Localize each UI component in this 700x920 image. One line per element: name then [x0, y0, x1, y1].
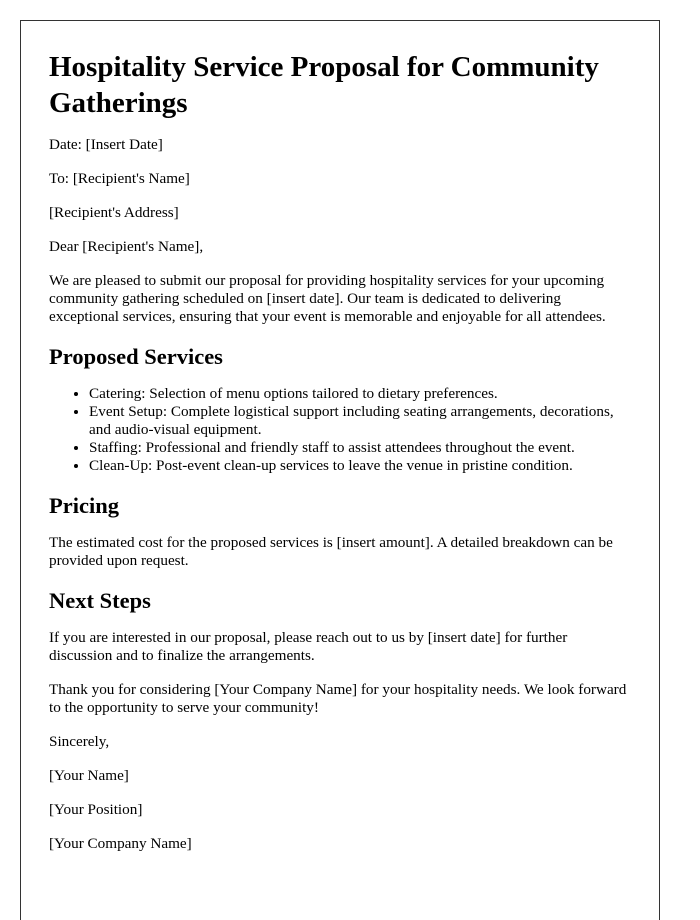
sender-position: [Your Position]	[49, 801, 143, 818]
service-item-catering: • Catering: Selection of menu options tailored to dietary preferences.	[89, 385, 631, 403]
service-item-clean-up: • Clean-Up: Post-event clean-up services to leave the venue in pristine condition.	[89, 457, 631, 475]
sender-name: [Your Name]	[49, 767, 129, 784]
salutation: Dear [Recipient's Name],	[49, 238, 204, 255]
letter-page	[20, 20, 660, 920]
services-list	[49, 385, 631, 475]
next-steps-paragraph: If you are interested in our proposal, please reach out to us by [insert date] for further discussion and to finalize the arrangements.	[49, 629, 568, 664]
service-item-event-setup: • Event Setup: Complete logistical support including seating arrangements, decorations, and audio-visual equipment.	[89, 403, 631, 439]
closing-line: Sincerely,	[49, 733, 110, 750]
pricing-heading: Pricing	[49, 493, 119, 518]
services-heading: Proposed Services	[49, 344, 223, 369]
intro-paragraph: We are pleased to submit our proposal for providing hospitality services for your upcoming community gathering scheduled on [insert date]. Our team is dedicated to delivering exceptional services, ensuring that your event is memorable and enjoyable for all attendees.	[49, 272, 606, 325]
pricing-paragraph: The estimated cost for the proposed services is [insert amount]. A detailed breakdown can be provided upon request.	[49, 534, 613, 569]
thanks-paragraph: Thank you for considering [Your Company Name] for your hospitality needs. We look forward to the opportunity to serve your community!	[49, 681, 627, 716]
sender-company: [Your Company Name]	[49, 835, 192, 852]
service-item-staffing: • Staffing: Professional and friendly staff to assist attendees throughout the event.	[89, 439, 631, 457]
recipient-address-line: [Recipient's Address]	[49, 204, 179, 221]
next-steps-heading: Next Steps	[49, 588, 151, 613]
recipient-name-line: To: [Recipient's Name]	[49, 170, 190, 187]
document-title: Hospitality Service Proposal for Community Gatherings	[49, 51, 599, 119]
date-line: Date: [Insert Date]	[49, 136, 163, 153]
